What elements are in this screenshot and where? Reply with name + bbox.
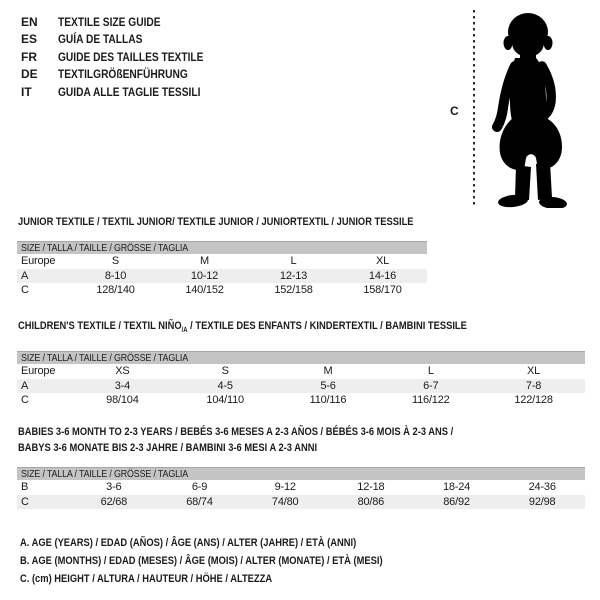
cell: XS [115, 365, 130, 377]
cell: 3-6 [106, 481, 122, 493]
lang-code: EN [21, 14, 38, 29]
row-label-cell: A [21, 269, 29, 282]
lang-title: GUÍA DE TALLAS [58, 32, 143, 47]
children-section-title [18, 319, 546, 333]
size-header-label: SIZE / TALLA / TAILLE / GRÖSSE / TAGLIA [21, 242, 188, 254]
size-header-label: SIZE / TALLA / TAILLE / GRÖSSE / TAGLIA [21, 468, 188, 480]
row-label-cell: B [21, 481, 29, 493]
cell: 8-10 [104, 269, 127, 282]
height-measure-dotted-line [473, 10, 475, 207]
cell: XL [527, 365, 541, 377]
lang-title: TEXTILGRÖßENFÜHRUNG [58, 67, 188, 82]
title-pre: CHILDREN'S TEXTILE / TEXTIL NIÑO [18, 320, 182, 332]
cell: 80/86 [357, 495, 385, 508]
language-title-block [21, 13, 229, 101]
cell: 5-6 [320, 379, 336, 392]
babies-section-title-line2 [18, 441, 370, 455]
babies-section-title-line1 [18, 425, 530, 439]
footnote-a-text: A. AGE (YEARS) / EDAD (AÑOS) / ÂGE (ANS) / ALTER (JAHRE) / ETÀ (ANNI) [20, 537, 357, 549]
cell: M [323, 365, 333, 377]
cell: M [200, 255, 209, 267]
table-row [17, 269, 427, 284]
cell: 7-8 [525, 379, 542, 392]
footnote-c-text: C. (cm) HEIGHT / ALTURA / HAUTEUR / HÖHE / ALTEZZA [20, 573, 273, 585]
table-row [17, 480, 585, 495]
size-header-bar [17, 241, 427, 254]
babies-section-title-text2: BABYS 3-6 MONATE BIS 2-3 JAHRE / BAMBINI 3-6 MESI A 2-3 ANNI [18, 442, 318, 454]
cell: 18-24 [442, 481, 471, 493]
size-header-bar [17, 467, 585, 480]
cell: 6-7 [423, 379, 439, 392]
cell: 10-12 [190, 269, 219, 282]
cell: 110/116 [309, 394, 347, 406]
cell: 122/128 [514, 394, 553, 406]
lang-title: GUIDE DES TAILLES TEXTILE [58, 49, 204, 64]
cell: L [290, 255, 297, 267]
cell: 128/140 [96, 284, 135, 296]
cell: 158/170 [363, 284, 402, 296]
lang-row-en [21, 13, 229, 31]
cell: 74/80 [271, 495, 299, 508]
table-row [17, 283, 427, 298]
cell: S [111, 255, 120, 267]
junior-size-table [17, 241, 427, 298]
row-label-cell: C [21, 284, 29, 296]
cell: 14-16 [368, 269, 397, 282]
cell: 68/74 [186, 495, 213, 508]
cell: 4-5 [217, 379, 233, 392]
lang-row-de [21, 66, 229, 84]
cell: 6-9 [191, 481, 208, 493]
cell: 9-12 [274, 481, 296, 493]
footnote-b [20, 554, 447, 568]
size-header-label: SIZE / TALLA / TAILLE / GRÖSSE / TAGLIA [21, 352, 188, 364]
cell: 86/92 [443, 495, 470, 508]
cell: 140/152 [185, 284, 224, 296]
babies-size-table [17, 467, 585, 509]
cell: 152/158 [274, 284, 313, 296]
baby-silhouette-icon [482, 10, 572, 208]
height-measure-label: C [450, 104, 459, 118]
table-row [17, 254, 427, 269]
cell: 12-18 [357, 481, 385, 493]
cell: 116/122 [412, 394, 450, 406]
cell: XL [375, 255, 390, 267]
children-size-table [17, 351, 585, 408]
lang-code: FR [21, 49, 37, 64]
row-label-cell: Europe [21, 365, 56, 377]
table-row [17, 379, 585, 394]
lang-row-it [21, 83, 229, 101]
footnote-a [20, 536, 416, 550]
junior-section-title [18, 215, 483, 229]
cell: 98/104 [106, 394, 139, 406]
row-label-cell: Europe [21, 255, 56, 267]
row-label-cell: C [21, 495, 29, 508]
cell: 62/68 [100, 495, 128, 508]
table-row [17, 495, 585, 510]
cell: 24-36 [528, 481, 556, 493]
cell: L [427, 365, 434, 377]
cell: S [221, 365, 229, 377]
cell: 104/110 [206, 394, 244, 406]
table-row [17, 393, 585, 408]
row-label-cell: C [21, 394, 29, 406]
lang-title: TEXTILE SIZE GUIDE [58, 14, 161, 29]
footnote-b-text: B. AGE (MONTHS) / EDAD (MESES) / ÂGE (MOIS) / ALTER (MONATE) / ETÀ (MESI) [20, 555, 383, 567]
table-row [17, 364, 585, 379]
footnote-c [20, 572, 317, 586]
lang-title: GUIDA ALLE TAGLIE TESSILI [58, 84, 201, 99]
title-subscript: /A [181, 327, 188, 335]
junior-section-title-text: JUNIOR TEXTILE / TEXTIL JUNIOR/ TEXTILE JUNIOR / JUNIORTEXTIL / JUNIOR TESSILE [18, 216, 414, 228]
lang-code: ES [21, 32, 38, 47]
row-label-cell: A [21, 379, 29, 392]
children-section-title-text [18, 319, 467, 338]
lang-code: DE [21, 67, 38, 82]
lang-row-fr [21, 48, 229, 66]
cell: 12-13 [279, 269, 308, 282]
lang-row-es [21, 31, 229, 49]
title-post: / TEXTILE DES ENFANTS / KINDERTEXTIL / BAMBINI TESSILE [187, 320, 467, 332]
cell: 92/98 [528, 495, 556, 508]
lang-code: IT [21, 84, 32, 99]
babies-section-title-text1: BABIES 3-6 MONTH TO 2-3 YEARS / BEBÉS 3-6 MESES A 2-3 AÑOS / BÉBÉS 3-6 MOIS À 2-3 ANS / [18, 426, 454, 438]
size-header-bar [17, 351, 585, 364]
cell: 3-4 [114, 379, 131, 392]
